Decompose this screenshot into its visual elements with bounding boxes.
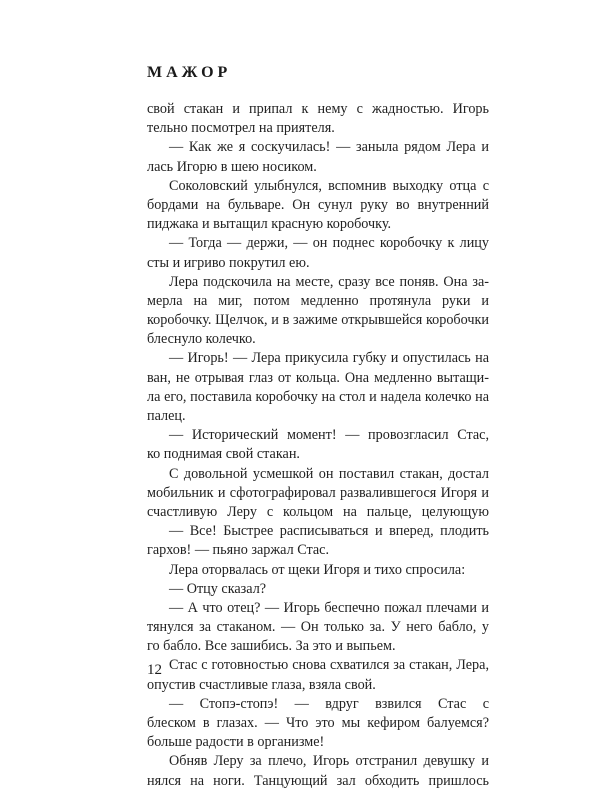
text-line: тянулся за стаканом. — Он только за. У него бабло, у (147, 619, 489, 636)
text-line: — Стопэ-стопэ! — вдруг взвился Стас с (169, 695, 489, 712)
text-line: Соколовский улыбнулся, вспомнив выходку отца с (169, 177, 489, 194)
text-line: — Все! Быстрее расписываться и вперед, плодить (169, 523, 489, 540)
text-line: больше радости в организме! (147, 734, 325, 751)
text-line: ван, не отрывая глаз от кольца. Она медленно вытащи- (147, 369, 489, 386)
text-line: блеском в глазах. — Что это мы кефиром балуемся? (147, 715, 489, 731)
text-line: Обняв Леру за плечо, Игорь отстранил девушку и (169, 753, 489, 770)
text-line: тельно посмотрел на приятеля. (147, 120, 335, 137)
text-line: С довольной усмешкой он поставил стакан, достал (169, 465, 489, 482)
text-line: Лера оторвалась от щеки Игоря и тихо спросила: (169, 561, 466, 578)
text-line: — Исторический момент! — провозгласил Стас, (169, 427, 489, 444)
text-line: — Тогда — держи, — он поднес коробочку к лицу (169, 235, 489, 252)
text-line: бордами на бульваре. Он сунул руку во внутренний (147, 196, 489, 213)
page-number: 12 (147, 662, 162, 678)
text-line: мобильник и сфотографировал развалившегося Игоря и (147, 484, 489, 501)
running-title: МАЖОР (147, 64, 232, 81)
text-line: коробочку. Щелчок, и в зажиме открывшейся коробочки (147, 312, 489, 329)
text-line: свой стакан и припал к нему с жадностью. Игорь (147, 101, 489, 117)
text-line: ла его, поставила коробочку на стол и надела колечко на (147, 388, 489, 405)
text-line: блеснуло колечко. (147, 331, 256, 348)
text-line: — А что отец? — Игорь беспечно пожал плечами и (169, 599, 489, 616)
text-line: го бабло. Все зашибись. За это и выпьем. (147, 638, 396, 655)
text-line: — Отцу сказал? (169, 580, 267, 597)
text-line: нялся на ноги. Танцующий зал обходить пришлось (147, 772, 489, 789)
text-line: пиджака и вытащил красную коробочку. (147, 216, 392, 233)
text-line: — Игорь! — Лера прикусила губку и опустилась на (169, 350, 489, 367)
text-line: — Как же я соскучилась! — заныла рядом Лера и (169, 139, 489, 156)
text-line: мерла на миг, потом медленно протянула руки и (147, 292, 489, 309)
text-line: палец. (147, 408, 186, 424)
text-line: лась Игорю в шею носиком. (147, 158, 317, 175)
text-line: Лера подскочила на месте, сразу все поняв. Она за- (169, 273, 489, 290)
text-line: счастливую Леру с кольцом на пальце, целующую (147, 503, 489, 520)
text-line: сты и игриво покрутил ею. (147, 254, 310, 271)
text-line: Стас с готовностью снова схватился за стакан, Лера, (169, 657, 489, 674)
text-line: гархов! — пьяно заржал Стас. (147, 542, 330, 559)
body-text (147, 100, 489, 791)
text-line: опустив счастливые глаза, взяла свой. (147, 676, 376, 693)
text-line: ко поднимая свой стакан. (147, 446, 300, 463)
